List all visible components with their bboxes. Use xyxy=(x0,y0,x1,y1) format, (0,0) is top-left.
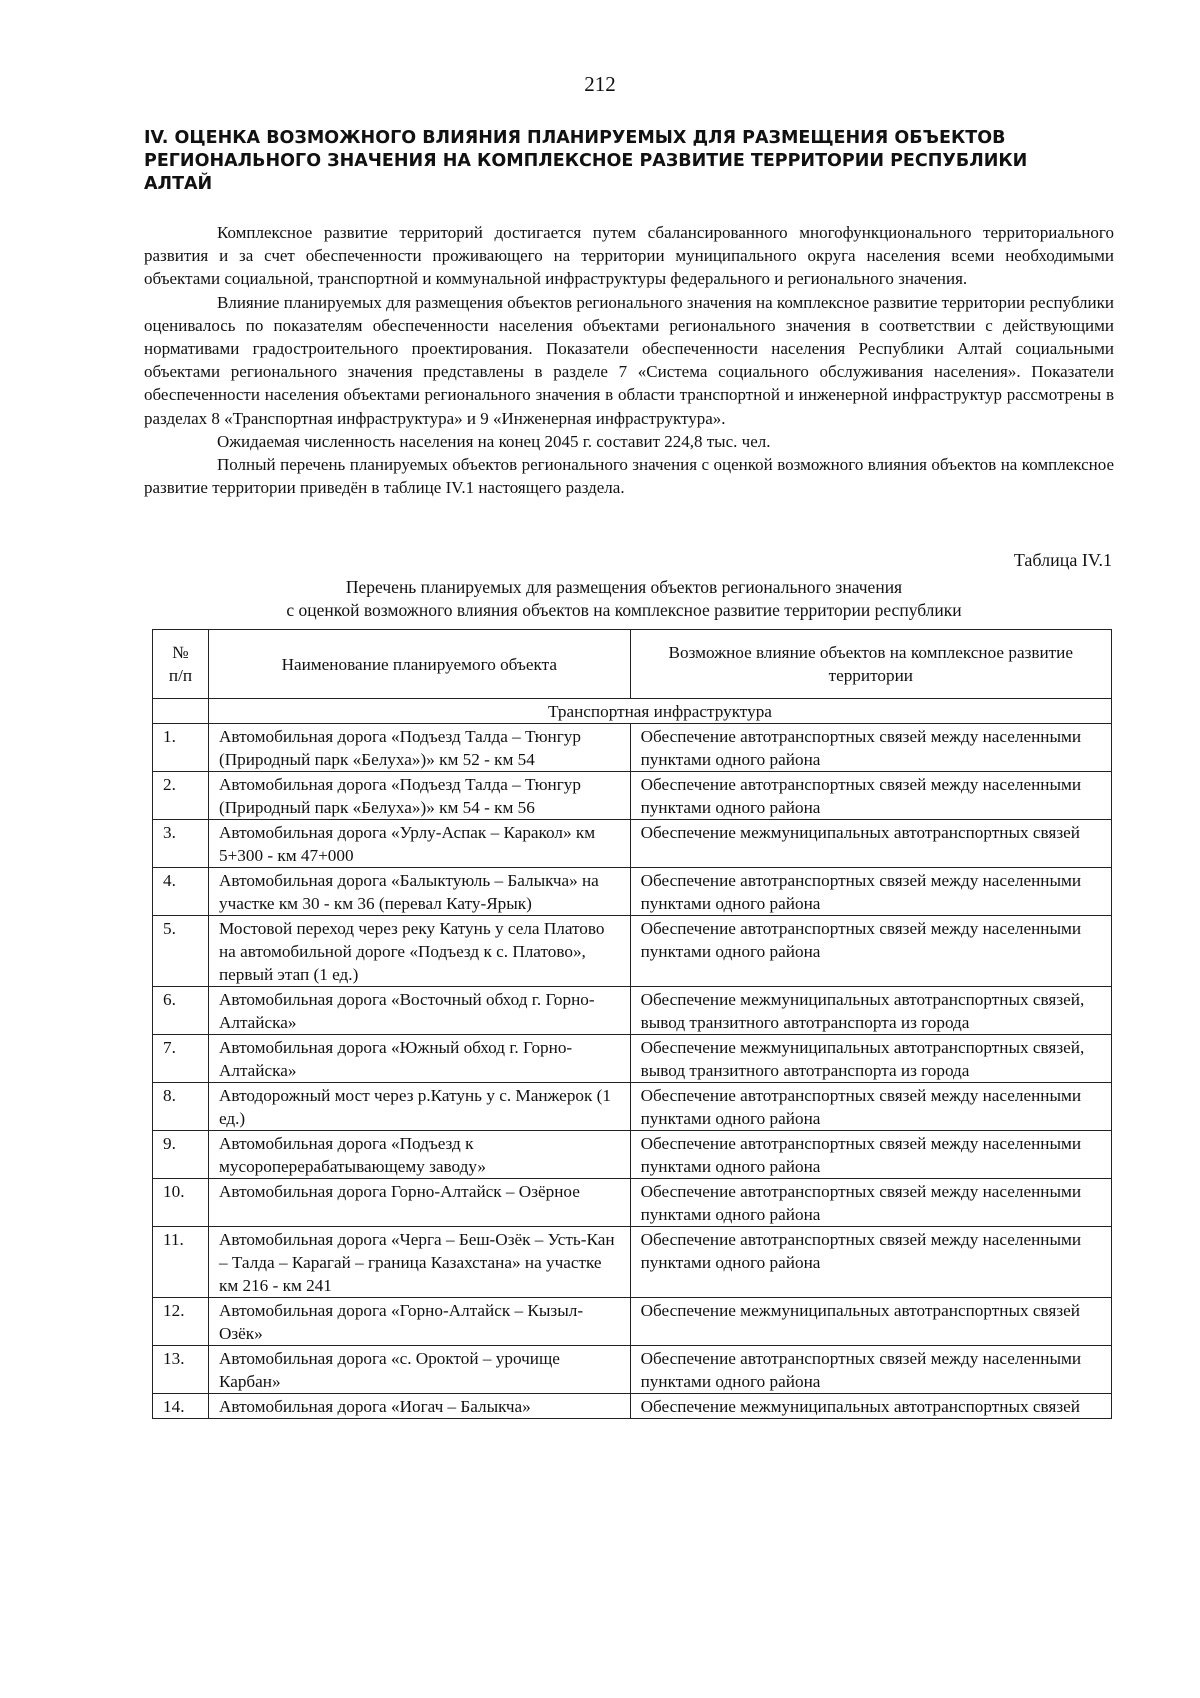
paragraph: Ожидаемая численность населения на конец 2045 г. составит 224,8 тыс. чел. xyxy=(217,431,771,451)
table-row xyxy=(153,1179,1112,1227)
object-name: Мостовой переход через реку Катунь у села Платово на автомобильной дороге «Подъезд к с. Платово», первый этап (1 ед.) xyxy=(208,916,630,987)
section-row xyxy=(153,699,1112,724)
row-number: 12. xyxy=(153,1298,209,1346)
table-row xyxy=(153,868,1112,916)
object-name: Автодорожный мост через р.Катунь у с. Манжерок (1 ед.) xyxy=(208,1083,630,1131)
object-name: Автомобильная дорога «Горно-Алтайск – Кызыл-Озёк» xyxy=(208,1298,630,1346)
object-impact: Обеспечение межмуниципальных автотранспортных связей xyxy=(630,1298,1111,1346)
object-impact: Обеспечение межмуниципальных автотранспортных связей xyxy=(630,1394,1111,1419)
table-row xyxy=(153,1346,1112,1394)
paragraph: Влияние планируемых для размещения объектов регионального значения на комплексное развитие территории республики оценивалось по показателям обеспеченности населения объектами регионального значения в соответствии с действующими нормативами градостроительного проектирования. Показатели обеспеченности населения Республики Алтай социальными объектами регионального значения представлены в разделе 7 «Система социального обслуживания населения». Показатели обеспеченности населения объектами регионального значения в области транспортной и инженерной инфраструктур рассмотрены в разделах 8 «Транспортная инфраструктура» и 9 «Инженерная инфраструктура». xyxy=(144,292,1114,428)
table-row xyxy=(153,1298,1112,1346)
object-impact: Обеспечение автотранспортных связей между населенными пунктами одного района xyxy=(630,868,1111,916)
table-header-row xyxy=(153,630,1112,699)
object-impact: Обеспечение автотранспортных связей между населенными пунктами одного района xyxy=(630,916,1111,987)
objects-table xyxy=(152,629,1112,1419)
table-row xyxy=(153,1083,1112,1131)
table-title-line: с оценкой возможного влияния объектов на комплексное развитие территории республики xyxy=(286,600,962,620)
object-impact: Обеспечение межмуниципальных автотранспортных связей xyxy=(630,820,1111,868)
object-impact: Обеспечение автотранспортных связей между населенными пунктами одного района xyxy=(630,1227,1111,1298)
table-title-line: Перечень планируемых для размещения объектов регионального значения xyxy=(345,577,903,597)
object-impact: Обеспечение межмуниципальных автотранспортных связей, вывод транзитного автотранспорта из города xyxy=(630,1035,1111,1083)
table-row xyxy=(153,772,1112,820)
row-number: 11. xyxy=(153,1227,209,1298)
header-impact: Возможное влияние объектов на комплексное развитие территории xyxy=(630,630,1111,699)
object-impact: Обеспечение автотранспортных связей между населенными пунктами одного района xyxy=(630,1083,1111,1131)
row-number: 14. xyxy=(153,1394,209,1419)
object-name: Автомобильная дорога «Подъезд к мусороперерабатывающему заводу» xyxy=(208,1131,630,1179)
table-row xyxy=(153,1394,1112,1419)
table-row xyxy=(153,820,1112,868)
table-row xyxy=(153,1131,1112,1179)
paragraph: Комплексное развитие территорий достигается путем сбалансированного многофункционального территориального развития и за счет обеспеченности проживающего на территории муниципального округа населения всеми необходимыми объектами социальной, транспортной и коммунальной инфраструктуры федерального и регионального значения. xyxy=(144,223,1114,289)
object-impact: Обеспечение автотранспортных связей между населенными пунктами одного района xyxy=(630,1346,1111,1394)
row-number: 1. xyxy=(153,724,209,772)
row-number: 7. xyxy=(153,1035,209,1083)
object-impact: Обеспечение автотранспортных связей между населенными пунктами одного района xyxy=(630,772,1111,820)
row-number: 10. xyxy=(153,1179,209,1227)
table-title xyxy=(144,576,1104,622)
object-name: Автомобильная дорога «Южный обход г. Горно-Алтайска» xyxy=(208,1035,630,1083)
header-object-name: Наименование планируемого объекта xyxy=(208,630,630,699)
object-name: Автомобильная дорога «Подъезд Талда – Тюнгур (Природный парк «Белуха»)» км 52 - км 54 xyxy=(208,724,630,772)
table-label: Таблица IV.1 xyxy=(1013,550,1112,570)
row-number: 13. xyxy=(153,1346,209,1394)
object-name: Автомобильная дорога «Иогач – Балыкча» xyxy=(208,1394,630,1419)
object-name: Автомобильная дорога «Восточный обход г. Горно-Алтайска» xyxy=(208,987,630,1035)
object-impact: Обеспечение автотранспортных связей между населенными пунктами одного района xyxy=(630,1131,1111,1179)
object-impact: Обеспечение межмуниципальных автотранспортных связей, вывод транзитного автотранспорта из города xyxy=(630,987,1111,1035)
row-number: 2. xyxy=(153,772,209,820)
object-name: Автомобильная дорога «с. Ороктой – урочище Карбан» xyxy=(208,1346,630,1394)
body-text xyxy=(144,221,1114,499)
section-title: Транспортная инфраструктура xyxy=(208,699,1111,724)
row-number: 4. xyxy=(153,868,209,916)
object-impact: Обеспечение автотранспортных связей между населенными пунктами одного района xyxy=(630,1179,1111,1227)
object-name: Автомобильная дорога «Подъезд Талда – Тюнгур (Природный парк «Белуха»)» км 54 - км 56 xyxy=(208,772,630,820)
table-row xyxy=(153,724,1112,772)
section-heading: IV. ОЦЕНКА ВОЗМОЖНОГО ВЛИЯНИЯ ПЛАНИРУЕМЫХ ДЛЯ РАЗМЕЩЕНИЯ ОБЪЕКТОВ РЕГИОНАЛЬНОГО ЗНАЧЕНИЯ НА КОМПЛЕКСНОЕ РАЗВИТИЕ ТЕРРИТОРИИ РЕСПУБЛИКИ АЛТАЙ xyxy=(144,128,1028,194)
object-name: Автомобильная дорога «Черга – Беш-Озёк – Усть-Кан – Талда – Карагай – граница Казахстана» на участке км 216 - км 241 xyxy=(208,1227,630,1298)
row-number: 3. xyxy=(153,820,209,868)
header-number: № п/п xyxy=(153,630,209,699)
table-row xyxy=(153,1227,1112,1298)
row-number: 5. xyxy=(153,916,209,987)
object-impact: Обеспечение автотранспортных связей между населенными пунктами одного района xyxy=(630,724,1111,772)
row-number: 6. xyxy=(153,987,209,1035)
object-name: Автомобильная дорога «Урлу-Аспак – Каракол» км 5+300 - км 47+000 xyxy=(208,820,630,868)
section-empty-cell xyxy=(153,699,209,724)
table-row xyxy=(153,916,1112,987)
paragraph: Полный перечень планируемых объектов регионального значения с оценкой возможного влияния объектов на комплексное развитие территории приведён в таблице IV.1 настоящего раздела. xyxy=(144,455,1114,498)
table-row xyxy=(153,987,1112,1035)
table-row xyxy=(153,1035,1112,1083)
object-name: Автомобильная дорога «Балыктуюль – Балыкча» на участке км 30 - км 36 (перевал Кату-Ярык) xyxy=(208,868,630,916)
object-name: Автомобильная дорога Горно-Алтайск – Озёрное xyxy=(208,1179,630,1227)
page-number: 212 xyxy=(584,72,616,96)
row-number: 9. xyxy=(153,1131,209,1179)
row-number: 8. xyxy=(153,1083,209,1131)
